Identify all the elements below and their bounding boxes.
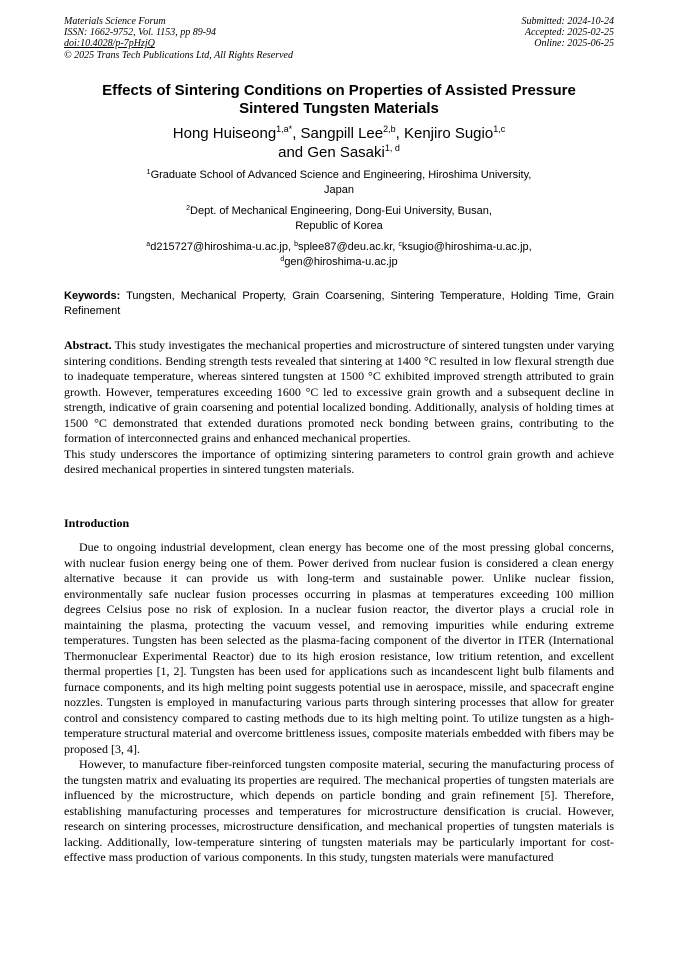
journal-name: Materials Science Forum <box>64 16 166 27</box>
author-name: Gen Sasaki <box>307 144 385 161</box>
abstract-paragraph-1: This study investigates the mechanical properties and microstructure of sintered tungsten under varying sintering conditions. Bending strength tests revealed that sintering at 1400 °C resulted in low flexural strength due to inadequate temperature, whereas sintered tungsten at 1500 °C exhibited improved strength attributed to grain growth. However, temperatures exceeding 1600 °C led to excessive grain growth and a subsequent decline in strength, indicative of grain coarsening and potential localized bonding. Additionally, analysis of holding times at 1500 °C demonstrated that extended durations promoted neck bonding between grains, contributing to the formation of interconnected grains and enhanced mechanical properties. <box>64 338 614 445</box>
keywords-text: Tungsten, Mechanical Property, Grain Coarsening, Sintering Temperature, Holding Time, Grain Refinement <box>64 290 614 317</box>
title-line-1: Effects of Sintering Conditions on Properties of Assisted Pressure <box>102 82 576 99</box>
author-affil-mark: 1,a* <box>276 124 293 134</box>
dates-header <box>522 16 615 50</box>
author-line-1: Hong Huiseong$^{1,a*}$, Sangpill Lee$^{2,b}$, Kenjiro Sugio$^{1,c}$ <box>172 124 506 142</box>
author-affil-mark: 1, d <box>384 143 400 153</box>
doi-link[interactable]: doi:10.4028/p-7pHzjQ <box>64 38 155 50</box>
email-link[interactable]: d215727@hiroshima-u.ac.jp, <box>150 241 295 253</box>
author-affil-mark: 1,c <box>493 124 506 134</box>
abstract-paragraph-2: This study underscores the importance of optimizing sintering parameters to control grain growth and achieve desired mechanical properties in sintered tungsten materials. <box>64 446 614 476</box>
title-line-2: Sintered Tungsten Materials <box>239 100 439 117</box>
accepted-date: Accepted: 2025-02-25 <box>524 27 614 39</box>
author-emails: $^a$d215727@hiroshima-u.ac.jp, $^b$splee87@deu.ac.kr, $^c$ksugio@hiroshima-u.ac.jp, $^d$gen@hiroshima-u.ac.jp <box>146 241 532 268</box>
author-line-2: and Gen Sasaki$^{1, d}$ <box>278 143 400 161</box>
submitted-date: Submitted: 2024-10-24 <box>521 16 614 27</box>
keywords-label: Keywords: <box>64 290 121 302</box>
journal-header <box>64 16 293 61</box>
author-list <box>64 124 614 162</box>
issn-line: ISSN: 1662-9752, Vol. 1153, pp 89-94 <box>64 27 217 39</box>
affiliation-2: $^2$Dept. of Mechanical Engineering, Dong-Eui University, Busan, Republic of Korea <box>186 205 492 232</box>
introduction-heading: Introduction <box>64 516 130 530</box>
intro-paragraph-1: Due to ongoing industrial development, clean energy has become one of the most pressing global concerns, with nuclear fusion energy being one of them. Power derived from nuclear fusion is considered a clean energy alternative because it can provide us with long-term and sustainable power. Unlike nuclear fission, environmentally safe nuclear fusion processes occurring in plasmas at temperatures exceeding 100 million degrees Celsius pose no risk of explosion. In a nuclear fusion reactor, the divertor plays a crucial role in maintaining the plasma, protecting the vacuum vessel, and removing impurities while enduring extreme temperatures. Tungsten has been selected as the plasma-facing component of the divertor in ITER (International Thermonuclear Experimental Reactor) due to its high erosion resistance, low tritium retention, and excellent thermal properties [1, 2]. Tungsten has been used for applications such as incandescent light bulb filaments and furnace components, and its high melting point suggests potential use in aerospace, missile, and spacecraft engine nozzles. Tungsten is employed in manufacturing various parts through sintering processes that allow for greater control and consistency compared to casting methods due to its high melting point. To utilize tungsten as a high-temperature structural material and overcome brittleness issues, composite materials embedded with fibers may be proposed [3, 4]. <box>64 540 614 756</box>
paper-title <box>64 82 614 118</box>
author-name: Hong Huiseong <box>172 125 277 142</box>
email-link[interactable]: gen@hiroshima-u.ac.jp <box>284 255 398 268</box>
author-name: Kenjiro Sugio <box>403 125 494 142</box>
affiliation-1: $^1$Graduate School of Advanced Science and Engineering, Hiroshima University, Japan <box>146 169 532 196</box>
intro-paragraph-2: However, to manufacture fiber-reinforced tungsten composite material, securing the manufacturing process of the tungsten matrix and evaluating its properties are required. The mechanical properties of tungsten materials are influenced by the microstructure, which depends on particle bonding and grain refinement [5]. Therefore, establishing manufacturing processes and temperatures for microstructure densification is crucial. However, research on sintering processes, microstructure densification, and mechanical properties of tungsten materials is lacking. Additionally, low-temperature sintering of tungsten materials may be particularly important for cost-effective mass production of various components. In this study, tungsten materials were manufactured <box>64 757 614 864</box>
abstract-block <box>64 338 614 478</box>
author-name: Sangpill Lee <box>300 125 384 142</box>
email-link[interactable]: splee87@deu.ac.kr, <box>297 241 399 253</box>
copyright-line: © 2025 Trans Tech Publications Ltd, All Rights Reserved <box>64 49 293 61</box>
email-link[interactable]: ksugio@hiroshima-u.ac.jp, <box>401 241 532 253</box>
introduction-body <box>64 540 614 866</box>
abstract-label: Abstract. <box>64 338 112 352</box>
online-date: Online: 2025-06-25 <box>534 38 614 50</box>
keywords-block <box>64 289 614 319</box>
author-affil-mark: 2,b <box>383 124 396 134</box>
